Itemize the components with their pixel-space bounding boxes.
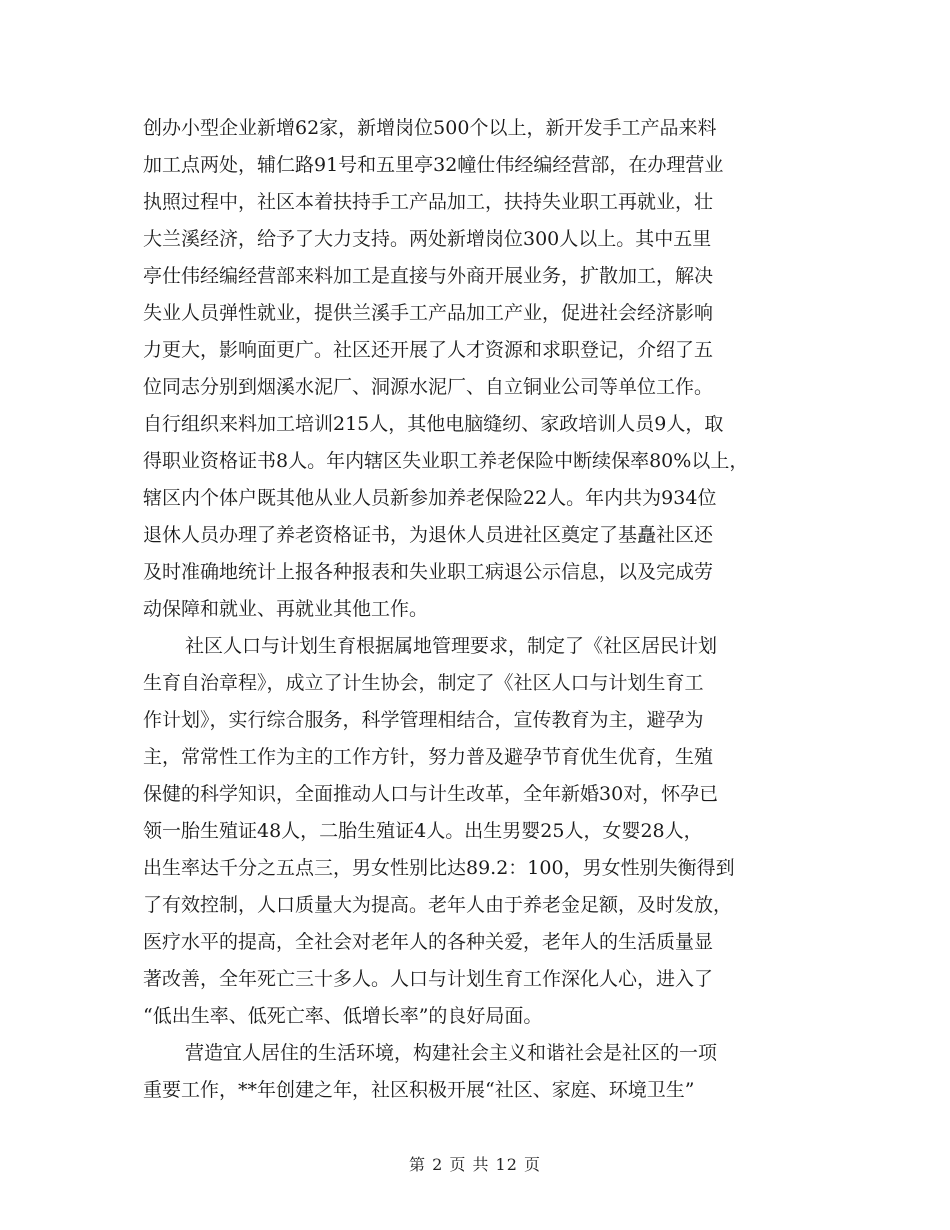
text-line: 领一胎生殖证48人，二胎生殖证4人。出生男婴25人，女婴28人， xyxy=(143,820,703,842)
text-line: 亭仕伟经编经营部来料加工是直接与外商开展业务，扩散加工，解决 xyxy=(143,265,714,287)
text-line: “低出生率、低死亡率、低增长率”的良好局面。 xyxy=(143,1005,543,1027)
text-line: 创办小型企业新增62家，新增岗位500个以上，新开发手工产品来料 xyxy=(143,117,717,139)
text-line: 执照过程中，社区本着扶持手工产品加工，扶持失业职工再就业，壮 xyxy=(143,191,714,213)
text-line: 及时准确地统计上报各种报表和失业职工病退公示信息，以及完成劳 xyxy=(143,561,714,583)
text-line: 保健的科学知识，全面推动人口与计生改革，全年新婚30对，怀孕已 xyxy=(143,783,719,805)
text-line: 重要工作，**年创建之年，社区积极开展“社区、家庭、环境卫生” xyxy=(143,1079,695,1101)
text-line: 主，常常性工作为主的工作方针，努力普及避孕节育优生优育，生殖 xyxy=(143,746,714,768)
text-line: 生育自治章程》，成立了计生协会，制定了《社区人口与计划生育工 xyxy=(143,672,704,694)
text-line: 著改善，全年死亡三十多人。人口与计划生育工作深化人心，进入了 xyxy=(143,968,714,990)
text-line: 失业人员弹性就业，提供兰溪手工产品加工产业，促进社会经济影响 xyxy=(143,302,714,324)
text-line: 位同志分别到烟溪水泥厂、洞源水泥厂、自立铜业公司等单位工作。 xyxy=(143,376,714,398)
document-body xyxy=(143,110,833,1109)
text-line: 医疗水平的提高，全社会对老年人的各种关爱，老年人的生活质量显 xyxy=(143,931,714,953)
text-line: 辖区内个体户既其他从业人员新参加养老保险22人。年内共为934位 xyxy=(143,487,717,509)
text-line: 力更大，影响面更广。社区还开展了人才资源和求职登记，介绍了五 xyxy=(143,339,714,361)
text-line: 社区人口与计划生育根据属地管理要求，制定了《社区居民计划 xyxy=(185,635,718,657)
text-line: 大兰溪经济，给予了大力支持。两处新增岗位300人以上。其中五里 xyxy=(143,228,712,250)
page-number-footer: 第 2 页 共 12 页 xyxy=(409,1155,541,1174)
text-line: 营造宜人居住的生活环境，构建社会主义和谐社会是社区的一项 xyxy=(185,1042,718,1064)
text-line: 自行组织来料加工培训215人，其他电脑缝纫、家政培训人员9人，取 xyxy=(143,413,724,435)
text-line: 出生率达千分之五点三，男女性别比达89.2：100，男女性别失衡得到 xyxy=(143,857,735,879)
text-line: 退休人员办理了养老资格证书，为退休人员进社区奠定了基矗社区还 xyxy=(143,524,714,546)
text-line: 动保障和就业、再就业其他工作。 xyxy=(143,598,429,620)
text-line: 了有效控制，人口质量大为提高。老年人由于养老金足额，及时发放， xyxy=(143,894,733,916)
text-line: 加工点两处，辅仁路91号和五里亭32幢仕伟经编经营部，在办理营业 xyxy=(143,154,724,176)
text-line: 得职业资格证书8人。年内辖区失业职工养老保险中断续保率80%以上， xyxy=(143,450,749,472)
text-line: 作计划》，实行综合服务，科学管理相结合，宣传教育为主，避孕为 xyxy=(143,709,704,731)
